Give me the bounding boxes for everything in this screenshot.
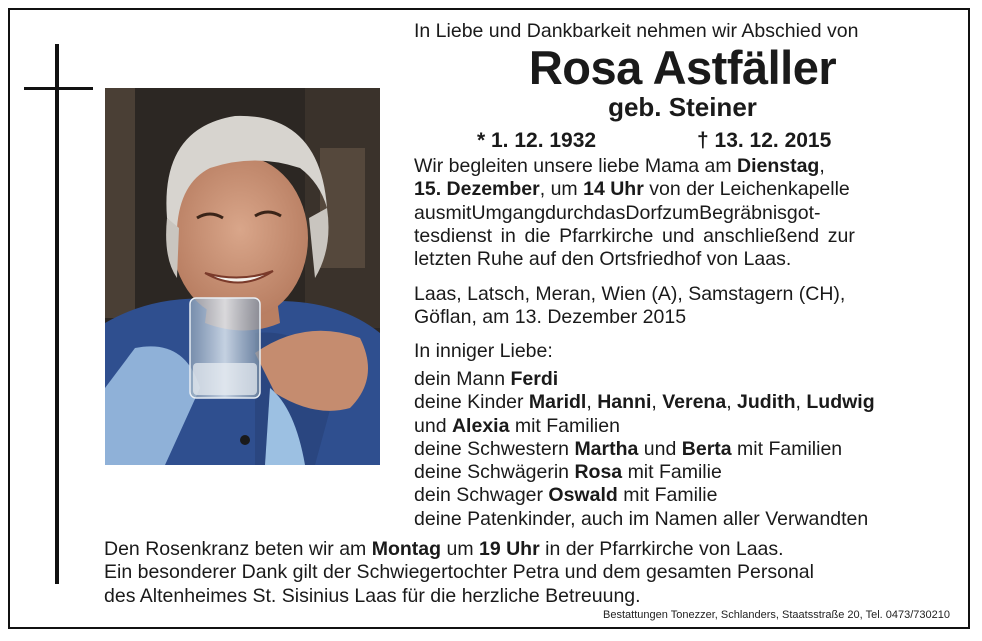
mourner-row <box>414 461 949 484</box>
mourner-relation: deine Schwägerin <box>414 461 570 484</box>
mourner-row: deine Patenkinder, auch im Namen aller Verwandten <box>414 507 869 530</box>
mourner-row <box>414 438 949 461</box>
rosary-text-a: Den Rosenkranz beten wir am <box>104 538 367 560</box>
maiden-name: geb. Steiner <box>608 92 757 122</box>
mourner-name: Judith <box>737 391 796 414</box>
mourners-list <box>414 368 949 531</box>
deceased-name: Rosa Astfäller <box>528 41 837 94</box>
farewell-intro: In Liebe und Dankbarkeit nehmen wir Abschied von <box>414 20 859 42</box>
mourner-name: Verena <box>662 391 727 414</box>
mourner-suffix: mit Familien <box>514 414 620 437</box>
funeral-text-b: , um <box>539 178 578 201</box>
mourners-heading-text: In inniger Liebe: <box>414 340 553 362</box>
funeral-home-credit: Bestattungen Tonezzer, Schlanders, Staatsstraße 20, Tel. 0473/730210 <box>603 609 950 621</box>
funeral-text-c: von der Leichenkapelle <box>649 178 850 201</box>
funeral-date: 15. Dezember <box>414 178 540 201</box>
mourner-suffix: mit Familien <box>737 437 843 460</box>
rosary-text-c: um <box>446 538 474 560</box>
place-line-2: Göflan, am 13. Dezember 2015 <box>414 306 687 329</box>
cross-icon-vertical <box>55 44 59 584</box>
place-line-1: Laas, Latsch, Meran, Wien (A), Samstagern (CH), <box>414 283 846 305</box>
thanks-line-1: Ein besonderer Dank gilt der Schwiegertochter Petra und dem gesamten Personal <box>104 561 814 584</box>
rosary-line <box>104 538 814 561</box>
funeral-line-3: ausmitUmgangdurchdasDorfzumBegräbnisgot- <box>414 201 821 224</box>
mourner-relation: dein Schwager <box>414 484 543 507</box>
rosary-day: Montag <box>371 538 442 560</box>
mourner-relation: deine Kinder <box>414 391 524 414</box>
rosary-and-thanks <box>104 538 814 608</box>
birth-date: * 1. 12. 1932 <box>477 129 597 152</box>
mourner-name: Berta <box>681 437 732 460</box>
rosary-text-e: in der Pfarrkirche von Laas. <box>545 538 784 560</box>
funeral-line-1 <box>414 155 949 178</box>
mourner-row <box>414 368 949 391</box>
cross-icon-horizontal <box>24 87 93 90</box>
mourner-conj: und <box>643 437 677 460</box>
mourner-name: Alexia <box>451 414 510 437</box>
mourner-relation: dein Mann <box>414 368 506 390</box>
mourner-name: Hanni <box>597 391 652 414</box>
thanks-line-2: des Altenheimes St. Sisinius Laas für die herzliche Betreuung. <box>104 584 641 607</box>
mourners-heading <box>414 340 949 363</box>
mourner-suffix: mit Familie <box>627 461 722 484</box>
funeral-line-2 <box>414 178 949 201</box>
place-date <box>414 283 949 330</box>
mourner-name: Rosa <box>574 461 623 484</box>
mourner-name: Martha <box>574 437 639 460</box>
mourner-relation: deine Schwestern <box>414 437 570 460</box>
funeral-text-a: Wir begleiten unsere liebe Mama am <box>414 155 732 177</box>
mourner-row: deine Kinder Maridl, Hanni, Verena, Judith, Ludwig <box>414 391 875 414</box>
funeral-time: 14 Uhr <box>583 178 644 201</box>
mourner-suffix: mit Familie <box>623 484 718 507</box>
funeral-line-5: letzten Ruhe auf den Ortsfriedhof von Laas. <box>414 248 792 271</box>
mourner-row <box>414 415 949 438</box>
mourner-relation: und <box>414 414 447 437</box>
death-date: † 13. 12. 2015 <box>697 129 832 152</box>
funeral-comma: , <box>819 155 825 177</box>
mourner-row <box>414 484 949 507</box>
mourner-name: Oswald <box>548 484 618 507</box>
mourner-name: Ludwig <box>806 391 875 414</box>
funeral-line-4: tesdienst in die Pfarrkirche und anschließend zur <box>414 224 855 247</box>
funeral-details <box>414 155 949 271</box>
rosary-time: 19 Uhr <box>478 538 540 560</box>
portrait-photo <box>105 88 380 465</box>
mourner-name: Ferdi <box>510 368 559 390</box>
mourner-name: Maridl <box>528 391 587 414</box>
funeral-day: Dienstag <box>736 155 820 177</box>
